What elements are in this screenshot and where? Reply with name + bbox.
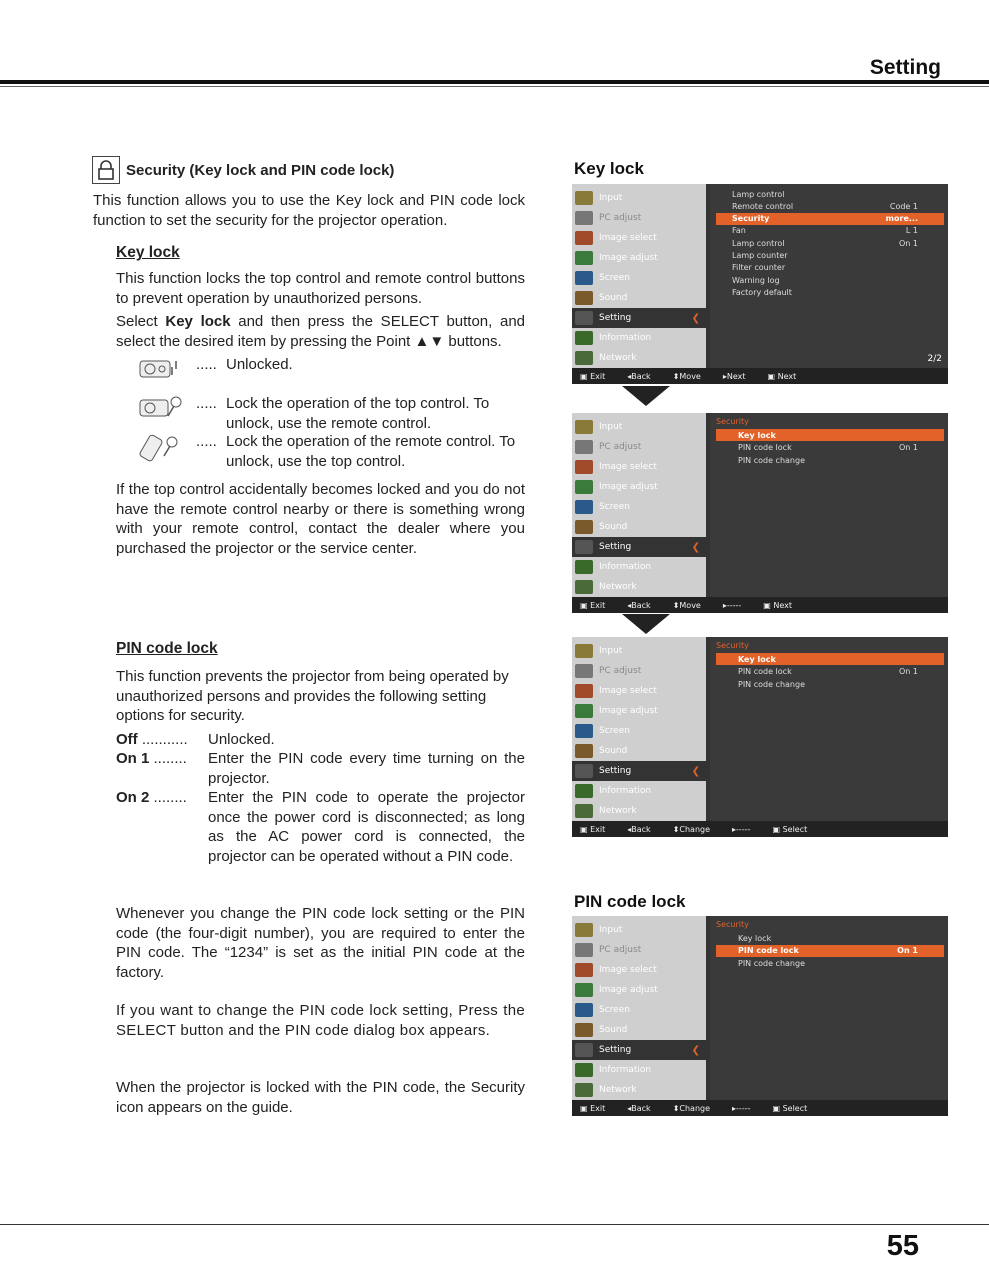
menu-item-icon [575, 211, 593, 225]
osd-menu-item[interactable] [572, 781, 706, 801]
osd-menu-security [572, 413, 948, 613]
submenu-item-label: Key lock [738, 430, 776, 440]
pin-option-on1 [116, 749, 525, 788]
pin-option-dots: ........... [137, 731, 188, 748]
menu-item-label: Input [599, 646, 623, 656]
osd-menu-item[interactable] [572, 1080, 706, 1100]
submenu-item-value: more... [885, 214, 918, 224]
osd-submenu [710, 184, 948, 368]
osd-menu-item[interactable] [572, 1000, 706, 1020]
key-lock-p2 [116, 312, 525, 351]
key-lock-option [138, 432, 526, 471]
osd-main-menu [572, 637, 706, 821]
projector-lock-icon [138, 394, 196, 422]
guide-bar-item: ▣ Exit [580, 600, 606, 610]
osd-menu-item[interactable] [572, 1060, 706, 1080]
osd-submenu-title: Security [716, 416, 749, 426]
pin-option-text: Unlocked. [208, 731, 275, 748]
guide-bar-item: ◂Back [627, 600, 651, 610]
guide-bar-item: ◂Back [627, 371, 651, 381]
menu-item-icon [575, 440, 593, 454]
osd-menu-item[interactable] [572, 1040, 706, 1060]
menu-item-label: Image select [599, 462, 657, 472]
osd-submenu-item[interactable] [716, 250, 944, 262]
menu-item-icon [575, 560, 593, 574]
menu-item-icon [575, 644, 593, 658]
osd-guide-bar [572, 821, 948, 837]
menu-item-icon [575, 311, 593, 325]
osd-menu-item[interactable] [572, 348, 706, 368]
menu-item-label: Screen [599, 726, 630, 736]
menu-item-label: Input [599, 193, 623, 203]
menu-item-icon [575, 983, 593, 997]
pin-option-off [116, 730, 525, 750]
option-text: Lock the operation of the top control. To unlock, use the remote control. [226, 395, 490, 432]
osd-submenu-item[interactable] [716, 653, 944, 665]
menu-item-label: Setting [599, 766, 632, 776]
menu-item-icon [575, 704, 593, 718]
submenu-item-label: Lamp control [732, 238, 785, 248]
key-lock-p2-pre: Select [116, 313, 166, 330]
menu-item-label: Screen [599, 1005, 630, 1015]
menu-item-icon [575, 351, 593, 365]
osd-menu-item[interactable] [572, 557, 706, 577]
osd-submenu [710, 637, 948, 821]
guide-bar-item: ▣ Next [763, 600, 793, 610]
down-arrow-icon [622, 614, 670, 634]
pin-lock-heading: PIN code lock [116, 640, 218, 657]
submenu-item-label: PIN code change [738, 958, 805, 968]
menu-item-label: Image select [599, 233, 657, 243]
menu-item-label: PC adjust [599, 945, 642, 955]
menu-item-icon [575, 1063, 593, 1077]
menu-item-label: PC adjust [599, 442, 642, 452]
menu-item-icon [575, 804, 593, 818]
submenu-item-value: Code 1 [889, 201, 918, 211]
osd-menu-item[interactable] [572, 248, 706, 268]
osd-menu-pinlock [572, 916, 948, 1116]
chevron-left-icon: ❮ [691, 765, 700, 777]
submenu-item-label: Fan [732, 226, 746, 236]
osd-submenu-title: Security [716, 640, 749, 650]
menu-item-label: Image adjust [599, 253, 658, 263]
guide-bar-item: ⬍Move [672, 600, 701, 610]
menu-item-label: Sound [599, 1025, 628, 1035]
menu-item-icon [575, 1043, 593, 1057]
menu-item-icon [575, 460, 593, 474]
osd-menu-item[interactable] [572, 980, 706, 1000]
submenu-item-value: On 1 [897, 946, 918, 955]
menu-item-icon [575, 480, 593, 494]
menu-item-label: Network [599, 582, 637, 592]
guide-bar-item: ▣ Select [772, 824, 808, 834]
header-rule-thin [0, 86, 989, 87]
osd-menu-item[interactable] [572, 417, 706, 437]
guide-bar-item: ▣ Select [772, 1103, 808, 1113]
menu-item-icon [575, 943, 593, 957]
osd-submenu-item[interactable] [716, 454, 944, 466]
header-rule [0, 80, 989, 84]
pin-lock-p1: This function prevents the projector from being operated by unauthorized persons and provides the following setting options for security. [116, 668, 509, 724]
osd-menu-item[interactable] [572, 308, 706, 328]
guide-bar-item: ▣ Next [767, 371, 797, 381]
menu-item-label: Setting [599, 1045, 632, 1055]
menu-item-label: Sound [599, 746, 628, 756]
menu-item-label: Information [599, 562, 652, 572]
osd-menu-item[interactable] [572, 761, 706, 781]
menu-item-icon [575, 191, 593, 205]
submenu-item-label: Filter counter [732, 263, 786, 273]
submenu-item-label: PIN code lock [738, 946, 799, 955]
key-lock-menu-title: Key lock [574, 159, 644, 178]
key-lock-p3: If the top control accidentally becomes locked and you do not have the remote control nearby or there is something wrong with your remote control, contact the dealer where you purchased the projector or the service center. [116, 481, 525, 557]
osd-submenu-item[interactable] [716, 666, 944, 678]
pin-option-text: Enter the PIN code to operate the projector once the power cord is disconnected; as long as the AC power cord is connected, the projector can be operated without a PIN code. [208, 789, 525, 865]
submenu-item-label: PIN code lock [738, 443, 792, 452]
osd-submenu-item[interactable] [716, 237, 944, 249]
osd-menu-item[interactable] [572, 641, 706, 661]
submenu-item-label: Factory default [732, 287, 792, 297]
guide-bar-item: ◂Back [627, 824, 651, 834]
osd-page-indicator: 2/2 [927, 354, 942, 364]
osd-menu-item[interactable] [572, 1020, 706, 1040]
menu-item-label: Network [599, 1085, 637, 1095]
osd-menu-item[interactable] [572, 517, 706, 537]
menu-item-label: Sound [599, 293, 628, 303]
menu-item-label: Image select [599, 686, 657, 696]
menu-item-icon [575, 291, 593, 305]
key-lock-p2-post: and then press the SELECT button, and select the desired item by pressing the Point ▲▼ buttons. [116, 313, 526, 350]
menu-item-label: PC adjust [599, 213, 642, 223]
menu-item-icon [575, 744, 593, 758]
osd-submenu-item[interactable] [716, 429, 944, 441]
osd-menu-item[interactable] [572, 457, 706, 477]
guide-bar-item: ▣ Exit [580, 1103, 606, 1113]
osd-menu-item[interactable] [572, 741, 706, 761]
page-header-title: Setting [869, 56, 941, 79]
guide-bar-item: ▣ Exit [580, 824, 606, 834]
osd-menu-item[interactable] [572, 497, 706, 517]
guide-bar-item: ▸----- [722, 600, 742, 610]
submenu-item-label: Remote control [732, 201, 794, 211]
menu-item-label: Setting [599, 313, 632, 323]
guide-bar-item: ◂Back [627, 1103, 651, 1113]
menu-item-label: Image adjust [599, 985, 658, 995]
pin-lock-menu-title: PIN code lock [574, 892, 686, 911]
menu-item-icon [575, 1023, 593, 1037]
osd-menu-item[interactable] [572, 437, 706, 457]
pin-lock-p4: When the projector is locked with the PIN code, the Security icon appears on the guide. [116, 1079, 525, 1116]
option-text: Unlocked. [226, 356, 293, 373]
submenu-item-value: On 1 [899, 667, 918, 676]
submenu-item-label: PIN code change [738, 679, 805, 689]
osd-menu-item[interactable] [572, 577, 706, 597]
submenu-item-label: PIN code lock [738, 667, 792, 676]
guide-bar-item: ▸Next [722, 371, 746, 381]
submenu-item-label: Warning log [732, 275, 780, 285]
menu-item-label: Image adjust [599, 706, 658, 716]
pin-lock-p2: Whenever you change the PIN code lock setting or the PIN code (the four-digit number), you are required to enter the PIN code. The “1234” is set as the initial PIN code at the factory. [116, 905, 525, 981]
osd-menu-item[interactable] [572, 537, 706, 557]
footer-rule [0, 1224, 989, 1225]
osd-submenu-item[interactable] [716, 286, 944, 298]
pin-option-key: On 2 [116, 789, 150, 806]
guide-bar-item: ▣ Exit [580, 371, 606, 381]
osd-menu-item[interactable] [572, 477, 706, 497]
menu-item-label: Information [599, 333, 652, 343]
submenu-item-value: On 1 [899, 238, 918, 248]
submenu-item-label: Lamp counter [732, 251, 788, 260]
osd-submenu-item[interactable] [716, 188, 944, 200]
pin-option-on2 [116, 788, 525, 866]
osd-submenu-item[interactable] [716, 274, 944, 286]
osd-submenu-item[interactable] [716, 932, 944, 944]
chevron-left-icon: ❮ [691, 312, 700, 324]
security-heading-text: Security (Key lock and PIN code lock) [126, 161, 395, 179]
down-arrow-icon [622, 386, 670, 406]
menu-item-icon [575, 1083, 593, 1097]
osd-menu-item[interactable] [572, 801, 706, 821]
guide-bar-item: ▸----- [732, 824, 751, 834]
menu-item-label: Information [599, 786, 652, 796]
menu-item-label: Screen [599, 502, 630, 512]
key-lock-heading: Key lock [116, 244, 180, 261]
osd-submenu-item[interactable] [716, 678, 944, 690]
submenu-item-value: L 1 [905, 226, 918, 236]
menu-item-icon [575, 724, 593, 738]
osd-menu-item[interactable] [572, 208, 706, 228]
osd-main-menu [572, 184, 706, 368]
menu-item-icon [575, 1003, 593, 1017]
submenu-item-label: Key lock [738, 654, 776, 664]
submenu-item-label: Lamp control [732, 189, 785, 199]
guide-bar-item: ▸----- [732, 1103, 751, 1113]
key-lock-option [138, 394, 526, 433]
submenu-item-label: Security [732, 214, 770, 224]
menu-item-icon [575, 580, 593, 594]
osd-menu-item[interactable] [572, 228, 706, 248]
menu-item-icon [575, 500, 593, 514]
menu-item-icon [575, 540, 593, 554]
menu-item-icon [575, 784, 593, 798]
osd-submenu-item[interactable] [716, 262, 944, 274]
osd-menu-item[interactable] [572, 721, 706, 741]
osd-submenu-item[interactable] [716, 957, 944, 969]
guide-bar-item: ⬍Move [672, 371, 701, 381]
osd-menu-keylock [572, 637, 948, 837]
guide-bar-item: ⬍Change [672, 824, 711, 834]
key-lock-p2-bold: Key lock [165, 313, 231, 330]
menu-item-label: Network [599, 806, 637, 816]
menu-item-label: Input [599, 925, 623, 935]
osd-menu-item[interactable] [572, 920, 706, 940]
osd-main-menu [572, 916, 706, 1100]
osd-submenu-item[interactable] [716, 213, 944, 225]
key-lock-option [138, 355, 526, 383]
menu-item-icon [575, 963, 593, 977]
chevron-left-icon: ❮ [691, 541, 700, 553]
guide-bar-item: ⬍Change [672, 1103, 711, 1113]
pin-option-text: Enter the PIN code every time turning on the projector. [208, 750, 525, 787]
osd-submenu [710, 916, 948, 1100]
pin-option-key: Off [116, 731, 138, 748]
unlocked-icon [138, 355, 196, 383]
menu-item-label: Image adjust [599, 482, 658, 492]
osd-guide-bar [572, 368, 948, 384]
submenu-item-value: On 1 [899, 443, 918, 452]
osd-menu-item[interactable] [572, 681, 706, 701]
osd-guide-bar [572, 597, 948, 613]
remote-lock-icon [138, 432, 196, 460]
security-heading [92, 156, 394, 184]
osd-submenu-item[interactable] [716, 945, 944, 957]
menu-item-label: Input [599, 422, 623, 432]
option-dots: ..... [196, 356, 217, 373]
menu-item-icon [575, 520, 593, 534]
osd-menu-item[interactable] [572, 268, 706, 288]
security-intro: This function allows you to use the Key lock and PIN code lock function to set the security for the projector operation. [93, 192, 525, 229]
menu-item-icon [575, 764, 593, 778]
pin-option-dots: ........ [149, 789, 187, 806]
option-text: Lock the operation of the remote control. To unlock, use the top control. [226, 433, 516, 470]
page-number: 55 [886, 1230, 919, 1262]
osd-menu-item[interactable] [572, 661, 706, 681]
osd-menu-setting [572, 184, 948, 384]
osd-menu-item[interactable] [572, 701, 706, 721]
menu-item-label: Image select [599, 965, 657, 975]
menu-item-icon [575, 420, 593, 434]
submenu-item-label: Key lock [738, 933, 772, 943]
osd-main-menu [572, 413, 706, 597]
osd-submenu [710, 413, 948, 597]
pin-option-dots: ........ [149, 750, 187, 767]
menu-item-label: Sound [599, 522, 628, 532]
menu-item-icon [575, 231, 593, 245]
menu-item-label: Setting [599, 542, 632, 552]
osd-submenu-item[interactable] [716, 442, 944, 454]
option-dots: ..... [196, 433, 217, 450]
menu-item-label: Network [599, 353, 637, 363]
chevron-left-icon: ❮ [691, 1044, 700, 1056]
osd-guide-bar [572, 1100, 948, 1116]
osd-menu-item[interactable] [572, 940, 706, 960]
osd-menu-item[interactable] [572, 960, 706, 980]
menu-item-icon [575, 923, 593, 937]
osd-submenu-item[interactable] [716, 225, 944, 237]
option-dots: ..... [196, 395, 217, 412]
menu-item-label: Information [599, 1065, 652, 1075]
menu-item-label: PC adjust [599, 666, 642, 676]
menu-item-icon [575, 664, 593, 678]
menu-item-icon [575, 271, 593, 285]
osd-menu-item[interactable] [572, 288, 706, 308]
osd-menu-item[interactable] [572, 188, 706, 208]
menu-item-icon [575, 331, 593, 345]
submenu-item-label: PIN code change [738, 455, 805, 465]
osd-submenu-title: Security [716, 919, 749, 929]
lock-icon [92, 156, 120, 184]
osd-submenu-item[interactable] [716, 200, 944, 212]
osd-menu-item[interactable] [572, 328, 706, 348]
menu-item-icon [575, 251, 593, 265]
key-lock-p1: This function locks the top control and remote control buttons to prevent operation by unauthorized persons. [116, 270, 525, 307]
menu-item-icon [575, 684, 593, 698]
pin-option-key: On 1 [116, 750, 150, 767]
pin-lock-p3: If you want to change the PIN code lock setting, Press the SELECT button and the PIN code dialog box appears. [116, 1002, 525, 1039]
menu-item-label: Screen [599, 273, 630, 283]
